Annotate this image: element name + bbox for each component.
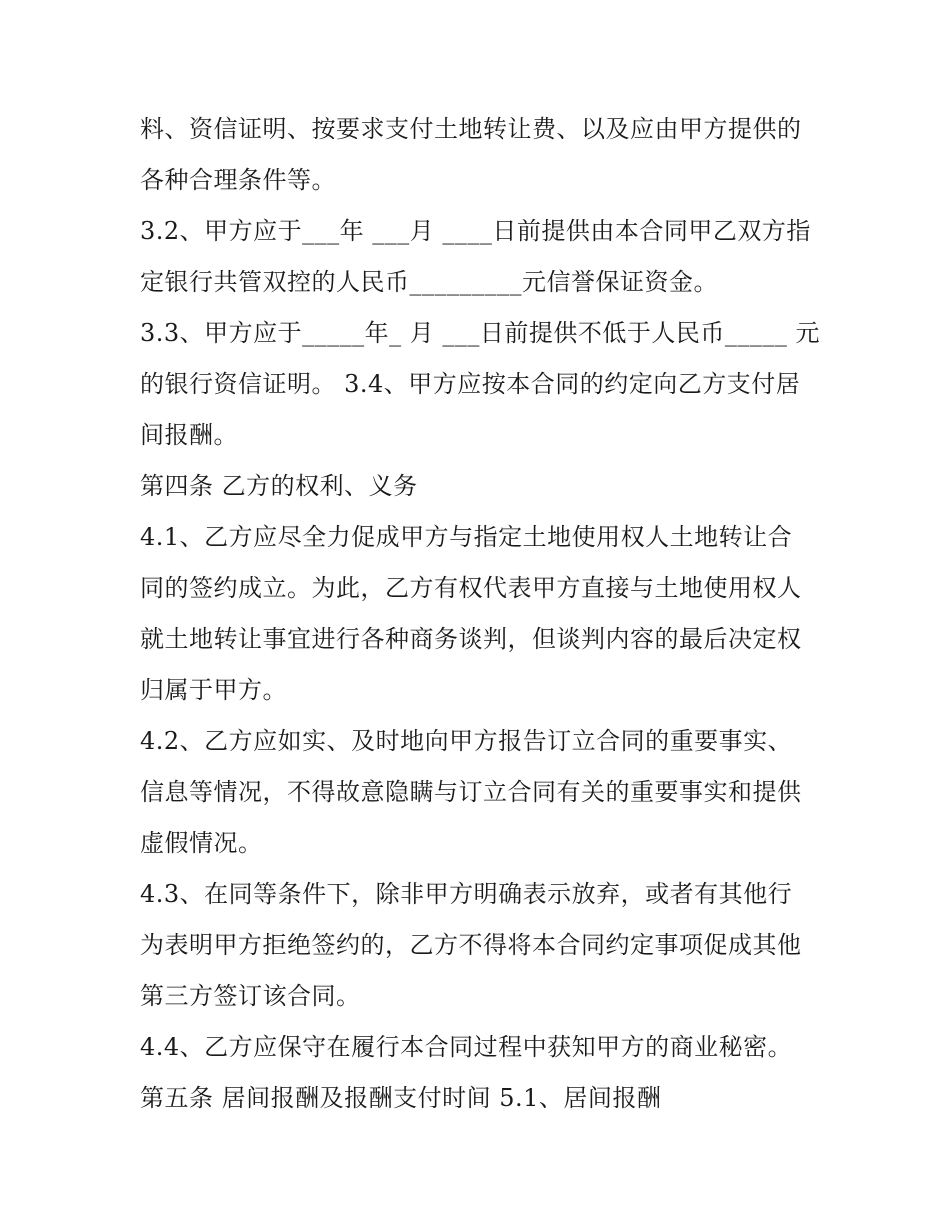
text-line: 信息等情况，不得故意隐瞒与订立合同有关的重要事实和提供 xyxy=(140,778,802,806)
text-line: 为表明甲方拒绝签约的，乙方不得将本合同约定事项促成其他 xyxy=(140,931,802,959)
text-line: 第三方签订该合同。 xyxy=(140,982,361,1010)
text-line: 各种合理条件等。 xyxy=(140,166,336,194)
text-line: 定银行共管双控的人民币_________元信誉保证资金。 xyxy=(140,268,718,296)
text-line: 间报酬。 xyxy=(140,421,238,449)
text-line: 的银行资信证明。 3.4、甲方应按本合同的约定向乙方支付居 xyxy=(140,370,801,398)
clause-4-2-line: 4.2、乙方应如实、及时地向甲方报告订立合同的重要事实、 xyxy=(140,727,793,755)
section-heading-article-5: 第五条 居间报酬及报酬支付时间 5.1、居间报酬 xyxy=(140,1084,662,1112)
text-line: 归属于甲方。 xyxy=(140,676,287,704)
text-line: 虚假情况。 xyxy=(140,829,263,857)
clause-4-3-line: 4.3、在同等条件下，除非甲方明确表示放弃，或者有其他行 xyxy=(140,880,793,908)
text-line: 同的签约成立。为此，乙方有权代表甲方直接与土地使用权人 xyxy=(140,574,802,602)
text-line: 料、资信证明、按要求支付土地转让费、以及应由甲方提供的 xyxy=(140,115,802,143)
clause-3-2-line: 3.2、甲方应于___年 ___月 ____日前提供由本合同甲乙双方指 xyxy=(140,217,811,245)
clause-4-4-line: 4.4、乙方应保守在履行本合同过程中获知甲方的商业秘密。 xyxy=(140,1033,793,1061)
text-line: 就土地转让事宜进行各种商务谈判，但谈判内容的最后决定权 xyxy=(140,625,802,653)
clause-4-1-line: 4.1、乙方应尽全力促成甲方与指定土地使用权人土地转让合 xyxy=(140,523,793,551)
document-body xyxy=(140,104,820,1124)
clause-3-3-line: 3.3、甲方应于_____年_ 月 ___日前提供不低于人民币_____ 元 xyxy=(140,319,821,347)
section-heading-article-4: 第四条 乙方的权利、义务 xyxy=(140,472,418,500)
